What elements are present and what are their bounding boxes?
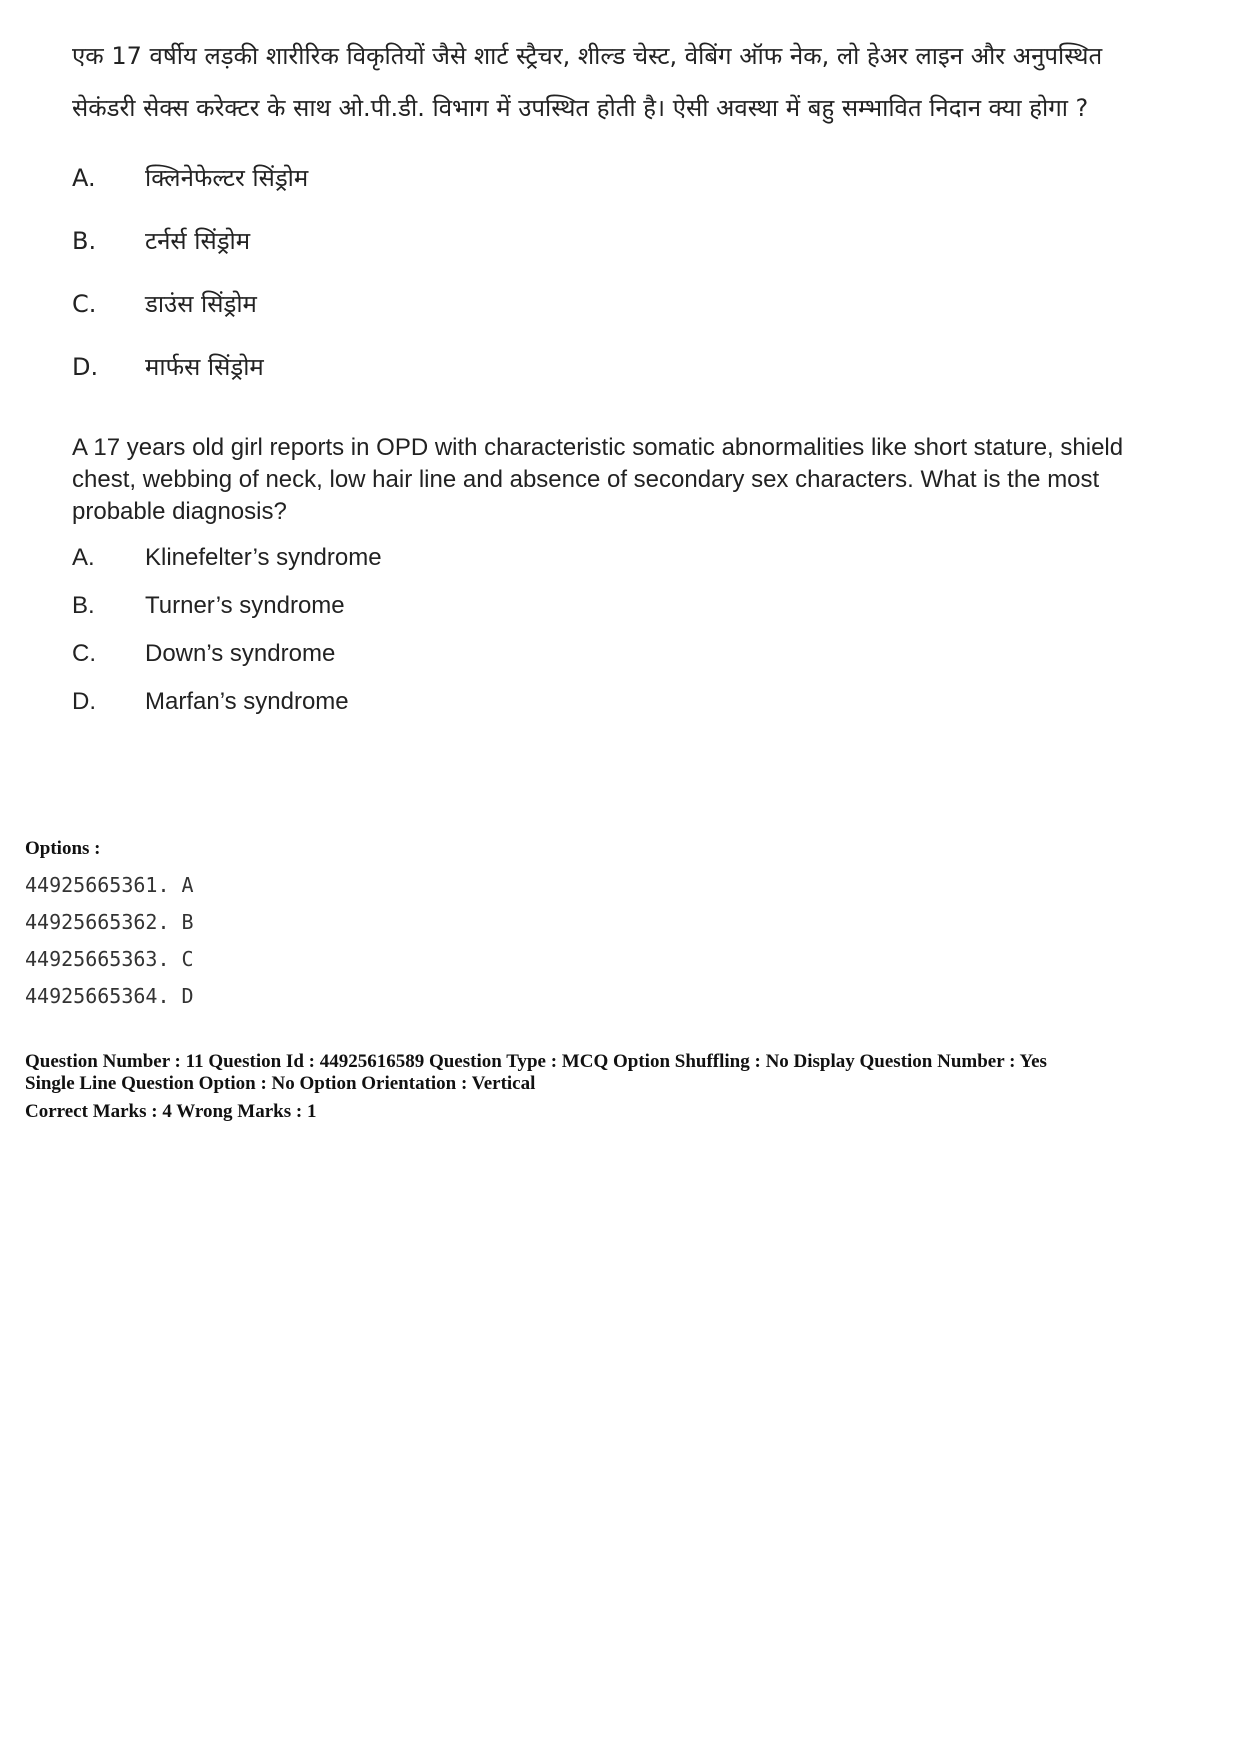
option-text: टर्नर्स सिंड्रोम: [145, 227, 251, 255]
english-question-text: A 17 years old girl reports in OPD with characteristic somatic abnormalities like short stature, shield chest, webbing of neck, low hair line and absence of secondary sex characters. What is the most probable diagnosis?: [72, 434, 1124, 525]
option-letter: C.: [72, 289, 97, 318]
option-letter: A.: [72, 163, 96, 192]
hindi-option-c: [72, 272, 1132, 335]
english-option-d: [72, 678, 1132, 726]
option-id-list: [25, 867, 194, 1015]
option-text: Turner’s syndrome: [145, 592, 345, 619]
option-text: Down’s syndrome: [145, 640, 336, 667]
option-letter: D.: [72, 352, 99, 381]
option-letter: A.: [72, 544, 95, 571]
option-text: Klinefelter’s syndrome: [145, 544, 382, 571]
option-letter: B.: [72, 592, 95, 619]
english-option-a: [72, 534, 1132, 582]
english-option-c: [72, 630, 1132, 678]
question-metadata-line1: Question Number : 11 Question Id : 44925616589 Question Type : MCQ Option Shuffling : No Display Question Number : Yes: [25, 1051, 1047, 1072]
hindi-option-a: [72, 146, 1132, 209]
option-letter: D.: [72, 688, 96, 715]
option-text: Marfan’s syndrome: [145, 688, 349, 715]
english-option-b: [72, 582, 1132, 630]
options-label: Options :: [25, 838, 101, 859]
option-letter: B.: [72, 226, 97, 255]
option-id-c: 44925665363. C: [25, 947, 194, 971]
hindi-option-d: [72, 335, 1132, 398]
hindi-question-text: एक 17 वर्षीय लड़की शारीरिक विकृतियों जैसे शार्ट स्ट्रैचर, शील्ड चेस्ट, वेबिंग ऑफ नेक, लो हेअर लाइन और अनुपस्थित सेकंडरी सेक्स करेक्टर के साथ ओ.पी.डी. विभाग में उपस्थित होती है। ऐसी अवस्था में बहु सम्भावित निदान क्या होगा ?: [72, 42, 1103, 122]
option-text: मार्फस सिंड्रोम: [145, 353, 264, 381]
option-id-a: 44925665361. A: [25, 873, 194, 897]
question-metadata: [25, 1051, 1047, 1095]
option-id-d: 44925665364. D: [25, 984, 194, 1008]
question-image: [72, 30, 1132, 726]
question-metadata-line2: Single Line Question Option : No Option Orientation : Vertical: [25, 1073, 536, 1094]
marks-info: Correct Marks : 4 Wrong Marks : 1: [25, 1101, 317, 1122]
option-letter: C.: [72, 640, 96, 667]
option-text: क्लिनेफेल्टर सिंड्रोम: [145, 164, 309, 192]
hindi-option-b: [72, 209, 1132, 272]
option-id-b: 44925665362. B: [25, 910, 194, 934]
option-text: डाउंस सिंड्रोम: [145, 290, 257, 318]
